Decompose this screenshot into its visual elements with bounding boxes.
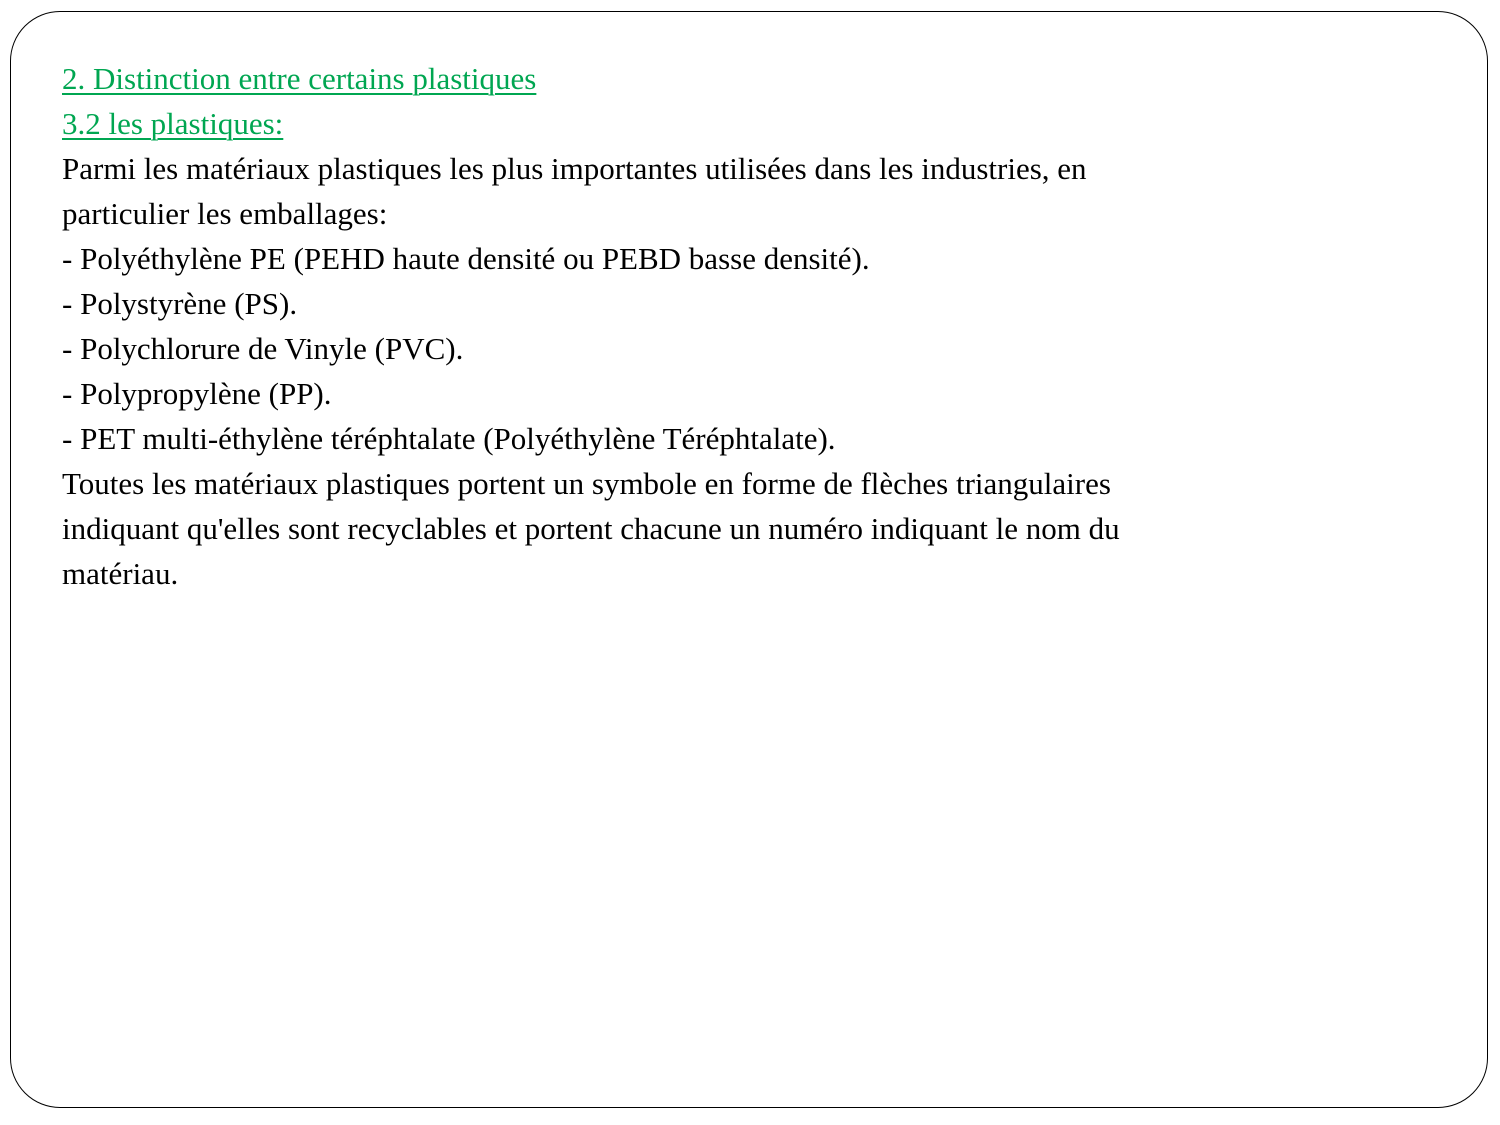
slide-content xyxy=(62,56,1262,596)
intro-line: Parmi les matériaux plastiques les plus importantes utilisées dans les industries, en xyxy=(62,151,1087,186)
section-heading: 2. Distinction entre certains plastiques xyxy=(62,61,537,96)
plastic-list-item: - PET multi-éthylène téréphtalate (Polyéthylène Téréphtalate). xyxy=(62,421,836,456)
plastic-list-item: - Polychlorure de Vinyle (PVC). xyxy=(62,331,464,366)
plastic-list-item: - Polystyrène (PS). xyxy=(62,286,298,321)
plastic-list-item: - Polyéthylène PE (PEHD haute densité ou PEBD basse densité). xyxy=(62,241,870,276)
closing-line: Toutes les matériaux plastiques portent un symbole en forme de flèches triangulaires xyxy=(62,466,1111,501)
subsection-heading: 3.2 les plastiques: xyxy=(62,106,284,141)
plastic-list-item: - Polypropylène (PP). xyxy=(62,376,332,411)
closing-line: indiquant qu'elles sont recyclables et portent chacune un numéro indiquant le nom du xyxy=(62,511,1120,546)
intro-line: particulier les emballages: xyxy=(62,196,388,231)
closing-line: matériau. xyxy=(62,556,179,591)
